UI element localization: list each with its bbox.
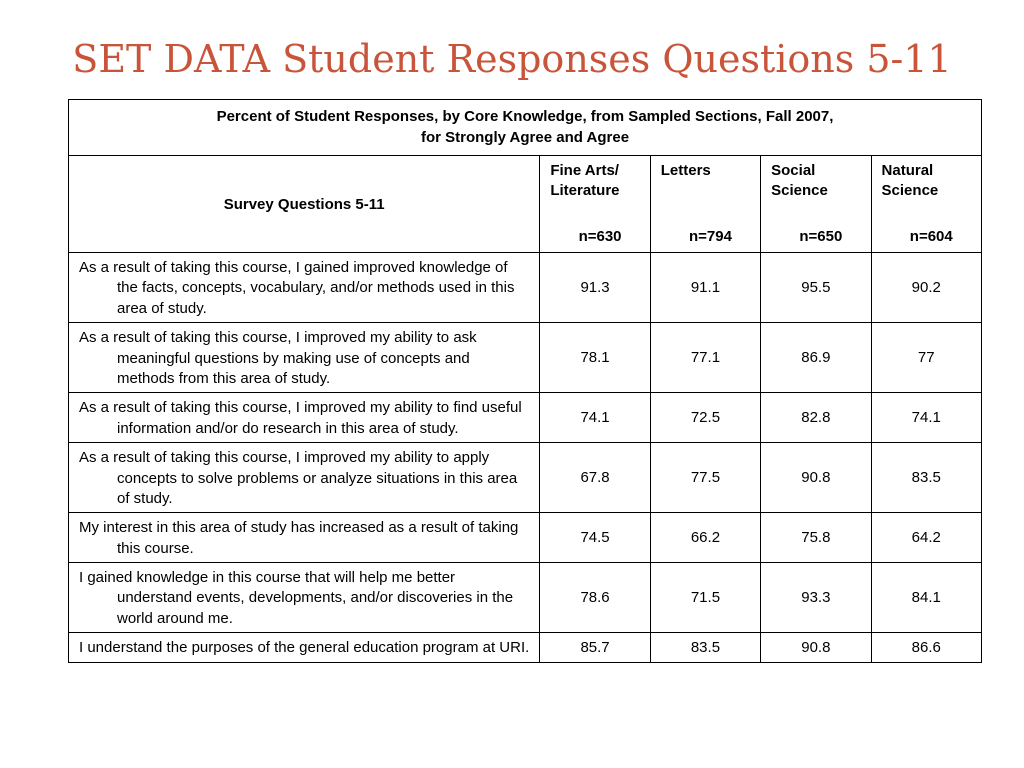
column-header-label: Letters	[660, 162, 711, 179]
percent-value-cell: 74.1	[871, 393, 981, 443]
column-header-label: Science	[881, 182, 939, 200]
table-row	[69, 253, 982, 323]
percent-value-cell: 74.1	[540, 393, 650, 443]
table-row	[69, 323, 982, 393]
percent-value-cell: 77.1	[650, 323, 760, 393]
column-sample-size: n=650	[799, 227, 843, 245]
percent-value-cell: 91.3	[540, 253, 650, 323]
slide-title: SET DATA Student Responses Questions 5-11	[72, 37, 952, 81]
table-caption-line-2: for Strongly Agree and Agree	[420, 128, 630, 146]
percent-value-cell: 71.5	[650, 563, 760, 633]
percent-value-cell: 86.9	[761, 323, 871, 393]
question-text: I gained knowledge in this course that will help me better understand events, developments, and/or discoveries in the world around me.	[79, 569, 514, 627]
percent-value-cell: 78.6	[540, 563, 650, 633]
percent-value-cell: 66.2	[650, 513, 760, 563]
column-header-social-science	[761, 156, 871, 253]
question-cell	[69, 323, 540, 393]
percent-value-cell: 77	[871, 323, 981, 393]
column-header-label: Social	[771, 162, 816, 179]
survey-questions-header: Survey Questions 5-11	[69, 156, 540, 253]
question-text: As a result of taking this course, I improved my ability to ask meaningful questions by making use of concepts and methods from this area of study.	[79, 329, 477, 387]
column-header-label: Fine Arts/	[550, 162, 619, 179]
question-cell	[69, 443, 540, 513]
column-header-natural-science	[871, 156, 981, 253]
column-sample-size: n=630	[578, 227, 622, 245]
percent-value-cell: 84.1	[871, 563, 981, 633]
percent-value-cell: 83.5	[871, 443, 981, 513]
percent-value-cell: 95.5	[761, 253, 871, 323]
question-cell	[69, 563, 540, 633]
question-text: As a result of taking this course, I improved my ability to apply concepts to solve problems or analyze situations in this area of study.	[79, 449, 518, 507]
question-cell	[69, 253, 540, 323]
question-cell	[69, 633, 540, 662]
percent-value-cell: 77.5	[650, 443, 760, 513]
percent-value-cell: 74.5	[540, 513, 650, 563]
header-row	[69, 156, 982, 253]
table-row	[69, 513, 982, 563]
table-row	[69, 633, 982, 662]
percent-value-cell: 78.1	[540, 323, 650, 393]
column-header-label: Natural	[881, 162, 934, 179]
question-text: As a result of taking this course, I gained improved knowledge of the facts, concepts, vocabulary, and/or methods used in this area of study.	[79, 259, 515, 317]
table-caption-line-1: Percent of Student Responses, by Core Knowledge, from Sampled Sections, Fall 2007,	[216, 108, 834, 126]
percent-value-cell: 83.5	[650, 633, 760, 662]
percent-value-cell: 67.8	[540, 443, 650, 513]
column-header-label: Science	[771, 182, 828, 200]
percent-value-cell: 85.7	[540, 633, 650, 662]
question-text: My interest in this area of study has increased as a result of taking this course.	[79, 519, 519, 557]
table-row	[69, 443, 982, 513]
percent-value-cell: 72.5	[650, 393, 760, 443]
column-header-letters	[650, 156, 760, 253]
percent-value-cell: 90.8	[761, 633, 871, 662]
column-sample-size: n=794	[688, 227, 732, 245]
caption-row	[69, 100, 982, 156]
question-text: I understand the purposes of the general education program at URI.	[79, 639, 530, 657]
percent-value-cell: 93.3	[761, 563, 871, 633]
column-header-fine-arts	[540, 156, 650, 253]
survey-table	[68, 99, 982, 663]
percent-value-cell: 75.8	[761, 513, 871, 563]
percent-value-cell: 64.2	[871, 513, 981, 563]
percent-value-cell: 86.6	[871, 633, 981, 662]
percent-value-cell: 82.8	[761, 393, 871, 443]
column-sample-size: n=604	[909, 227, 953, 245]
percent-value-cell: 91.1	[650, 253, 760, 323]
question-cell	[69, 393, 540, 443]
column-header-label: Literature	[550, 182, 620, 200]
table-caption	[69, 100, 982, 156]
question-cell	[69, 513, 540, 563]
question-text: As a result of taking this course, I improved my ability to find useful information and/or do research in this area of study.	[79, 399, 522, 437]
table-row	[69, 563, 982, 633]
table-row	[69, 393, 982, 443]
percent-value-cell: 90.8	[761, 443, 871, 513]
percent-value-cell: 90.2	[871, 253, 981, 323]
